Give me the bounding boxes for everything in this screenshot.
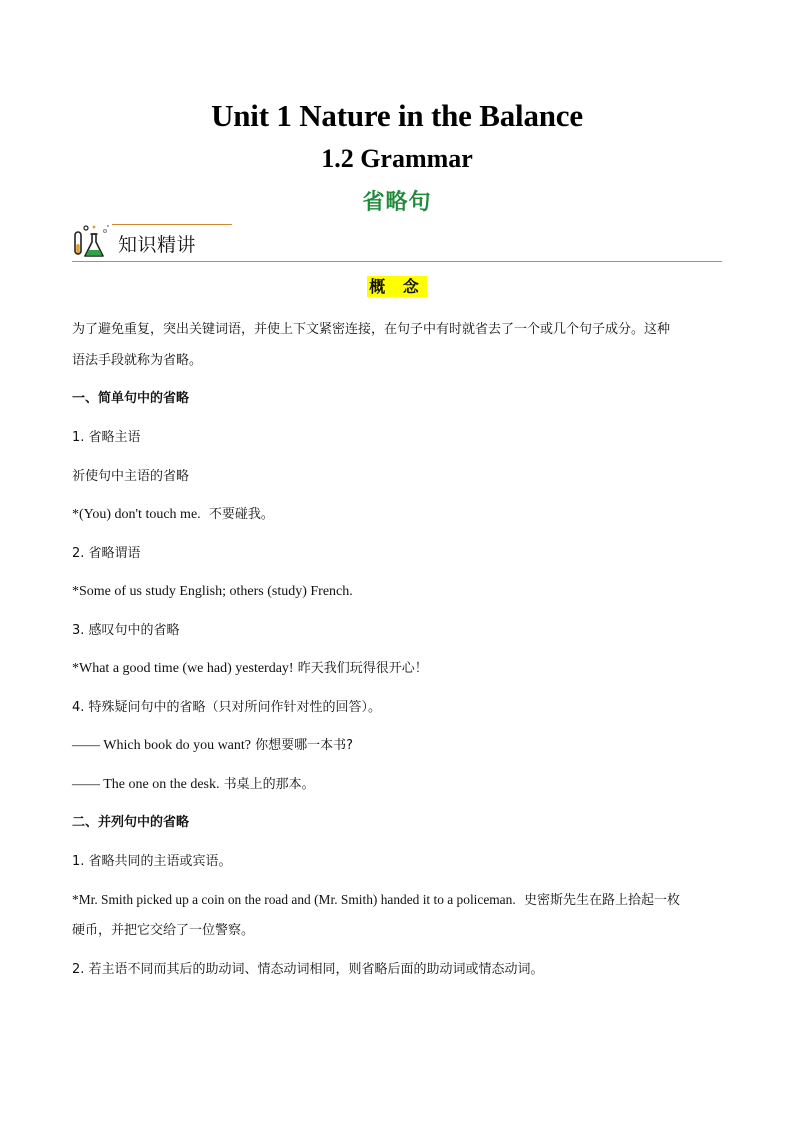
part2-item1-title: 1. 省略共同的主语或宾语。: [72, 854, 232, 869]
part1-item2-example: *Some of us study English; others (study) French.: [72, 584, 353, 599]
part1-item1-title: 1. 省略主语: [72, 430, 141, 445]
lab-flask-icon: [72, 222, 112, 262]
intro-line-1: 为了避免重复，突出关键词语，并使上下文紧密连接，在句子中有时就省去了一个或几个句子成分。这种: [72, 322, 671, 337]
example-english: *What a good time (we had) yesterday!: [72, 661, 294, 676]
answer-chinese: 书桌上的那本。: [223, 777, 315, 792]
example-chinese: 昨天我们玩得很开心！: [297, 661, 428, 676]
section-divider: [72, 261, 722, 262]
section-header-topline: [112, 224, 232, 225]
intro-line-2: 语法手段就称为省略。: [72, 353, 203, 368]
section-header: [72, 222, 722, 264]
part1-item3-title: 3. 感叹句中的省略: [72, 623, 180, 638]
section-header-label: 知识精讲: [118, 234, 197, 256]
part1-item4-title: 4. 特殊疑问句中的省略（只对所问作针对性的回答）。: [72, 700, 382, 715]
part2-item1-example: [72, 890, 722, 911]
part2-heading: 二、并列句中的省略: [72, 815, 190, 830]
part1-item1-example: [72, 505, 722, 525]
part1-item4-answer: [72, 775, 722, 795]
concept-label: 概 念: [369, 277, 425, 296]
part1-item3-example: [72, 659, 722, 679]
question-chinese: 你想要哪一本书?: [255, 738, 354, 753]
answer-english: —— The one on the desk.: [72, 777, 220, 792]
example-chinese: 不要碰我。: [208, 507, 274, 522]
concept-heading: [0, 274, 794, 297]
question-english: —— Which book do you want?: [72, 738, 251, 753]
example-english: *Mr. Smith picked up a coin on the road and (Mr. Smith) handed it to a policeman.: [72, 892, 516, 907]
document-title: Unit 1 Nature in the Balance: [211, 98, 583, 133]
part1-item2-title: 2. 省略谓语: [72, 546, 141, 561]
document-topic: 省略句: [362, 190, 432, 215]
part2-item1-example-cont: 硬币，并把它交给了一位警察。: [72, 923, 255, 938]
part1-item4-question: [72, 736, 722, 756]
part1-item1-desc: 祈使句中主语的省略: [72, 469, 190, 484]
example-chinese: 史密斯先生在路上拾起一枚: [523, 893, 680, 908]
document-subtitle: 1.2 Grammar: [321, 144, 473, 173]
part2-item2-title: 2. 若主语不同而其后的助动词、情态动词相同，则省略后面的助动词或情态动词。: [72, 962, 544, 977]
example-english: *(You) don't touch me.: [72, 507, 201, 522]
part1-heading: 一、简单句中的省略: [72, 391, 190, 406]
